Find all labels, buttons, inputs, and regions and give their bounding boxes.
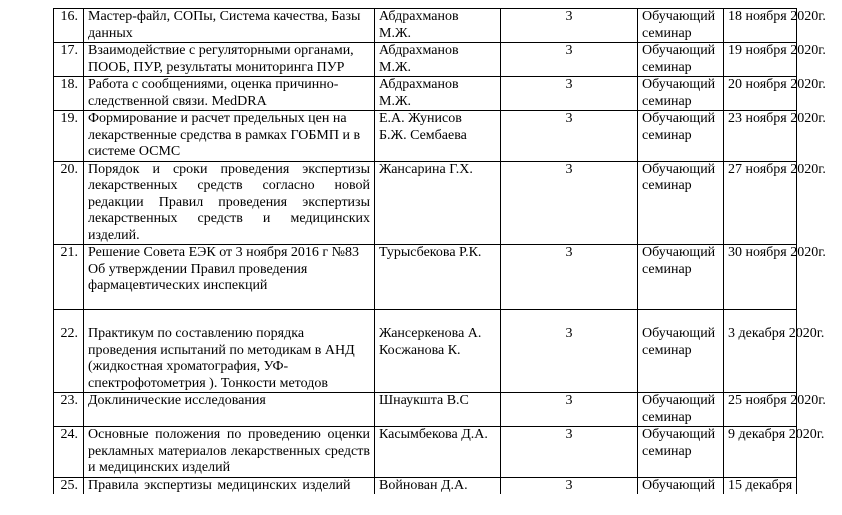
row-topic: Формирование и расчет предельных цен на лекарственные средства в рамках ГОБМП и в системе ОСМС <box>84 111 375 162</box>
table-row <box>54 393 797 427</box>
row-hours: 3 <box>501 111 638 162</box>
row-date: 18 ноября 2020г. <box>724 9 797 43</box>
row-topic: Правила экспертизы медицинских изделий <box>84 477 375 494</box>
format-text: Обучающий семинар <box>642 427 716 459</box>
row-hours: 3 <box>501 245 638 310</box>
format-text: Обучающий семинар <box>642 111 716 143</box>
row-hours: 3 <box>501 77 638 111</box>
row-number: 23. <box>54 393 84 427</box>
row-topic: Основные положения по проведению оценки рекламных материалов лекарственных средств и медицинских изделий <box>84 427 375 478</box>
row-speakers <box>375 245 501 310</box>
row-speakers <box>375 161 501 245</box>
row-date: 15 декабря <box>724 477 797 494</box>
row-topic: Решение Совета ЕЭК от 3 ноября 2016 г №83 Об утверждении Правил проведения фармацевтических инспекций <box>84 245 375 310</box>
row-number: 21. <box>54 245 84 310</box>
row-topic: Порядок и сроки проведения экспертизы лекарственных средств согласно новой редакции Правил проведения экспертизы лекарственных средств и медицинских изделий. <box>84 161 375 245</box>
format-text: Обучающий семинар <box>642 245 716 277</box>
row-topic: Практикум по составлению порядка проведения испытаний по методикам в АНД (жидкостная хроматография, УФ-спектрофотометрия ). Тонкости методов <box>84 310 375 393</box>
row-format <box>638 310 724 393</box>
row-hours: 3 <box>501 393 638 427</box>
row-number: 22. <box>54 310 84 393</box>
speakers-text: Турысбекова Р.К. <box>379 245 482 260</box>
format-text: Обучающий семинар <box>642 326 716 358</box>
row-hours: 3 <box>501 427 638 478</box>
row-date: 19 ноября 2020г. <box>724 43 797 77</box>
table-row <box>54 111 797 162</box>
row-date: 23 ноября 2020г. <box>724 111 797 162</box>
row-format <box>638 393 724 427</box>
format-text: Обучающий семинар <box>642 161 716 193</box>
row-date: 3 декабря 2020г. <box>724 310 797 393</box>
row-hours: 3 <box>501 161 638 245</box>
row-format <box>638 161 724 245</box>
row-format <box>638 9 724 43</box>
row-hours: 3 <box>501 310 638 393</box>
row-date: 27 ноября 2020г. <box>724 161 797 245</box>
row-topic: Доклинические исследования <box>84 393 375 427</box>
table-row <box>54 9 797 43</box>
table-row <box>54 477 797 494</box>
format-text: Обучающий семинар <box>642 43 716 75</box>
row-speakers <box>375 310 501 393</box>
row-format <box>638 111 724 162</box>
table-row <box>54 43 797 77</box>
row-format <box>638 43 724 77</box>
row-number: 25. <box>54 477 84 494</box>
row-format <box>638 77 724 111</box>
seminar-schedule-table <box>53 8 826 494</box>
row-speakers <box>375 477 501 494</box>
format-text: Обучающий семинар <box>642 77 716 109</box>
row-speakers <box>375 393 501 427</box>
speakers-text: Абдрахманов М.Ж. <box>379 9 459 41</box>
row-topic: Мастер-файл, СОПы, Система качества, Базы данных <box>84 9 375 43</box>
row-topic: Взаимодействие с регуляторными органами, ПООБ, ПУР, результаты мониторинга ПУР <box>84 43 375 77</box>
row-hours: 3 <box>501 43 638 77</box>
speakers-text: Шнаукшта В.С <box>379 393 469 408</box>
table-row <box>54 161 797 245</box>
row-number: 16. <box>54 9 84 43</box>
row-date: 30 ноября 2020г. <box>724 245 797 310</box>
row-number: 18. <box>54 77 84 111</box>
format-text: Обучающий семинар <box>642 393 716 425</box>
row-format <box>638 477 724 494</box>
table-row <box>54 427 797 478</box>
speakers-text: Жансарина Г.Х. <box>379 161 473 177</box>
speakers-text: Жансеркенова А. Косжанова К. <box>379 326 482 358</box>
row-speakers <box>375 111 501 162</box>
row-date: 9 декабря 2020г. <box>724 427 797 478</box>
row-format <box>638 245 724 310</box>
format-text: Обучающий семинар <box>642 9 716 41</box>
row-number: 20. <box>54 161 84 245</box>
row-format <box>638 427 724 478</box>
row-topic: Работа с сообщениями, оценка причинно-следственной связи. MedDRA <box>84 77 375 111</box>
table-row <box>54 245 797 310</box>
row-number: 24. <box>54 427 84 478</box>
speakers-text: Абдрахманов М.Ж. <box>379 43 459 75</box>
table-row <box>54 310 797 393</box>
row-hours: 3 <box>501 477 638 494</box>
row-number: 19. <box>54 111 84 162</box>
row-speakers <box>375 43 501 77</box>
row-speakers <box>375 77 501 111</box>
row-number: 17. <box>54 43 84 77</box>
speakers-text: Е.А. Жунисов Б.Ж. Сембаева <box>379 111 467 143</box>
row-date: 25 ноября 2020г. <box>724 393 797 427</box>
row-speakers <box>375 427 501 478</box>
speakers-text: Касымбекова Д.А. <box>379 427 488 442</box>
row-hours: 3 <box>501 9 638 43</box>
table-row <box>54 77 797 111</box>
speakers-text: Абдрахманов М.Ж. <box>379 77 459 109</box>
row-date: 20 ноября 2020г. <box>724 77 797 111</box>
format-text: Обучающий <box>642 477 716 493</box>
row-speakers <box>375 9 501 43</box>
speakers-text: Войнован Д.А. <box>379 477 468 493</box>
